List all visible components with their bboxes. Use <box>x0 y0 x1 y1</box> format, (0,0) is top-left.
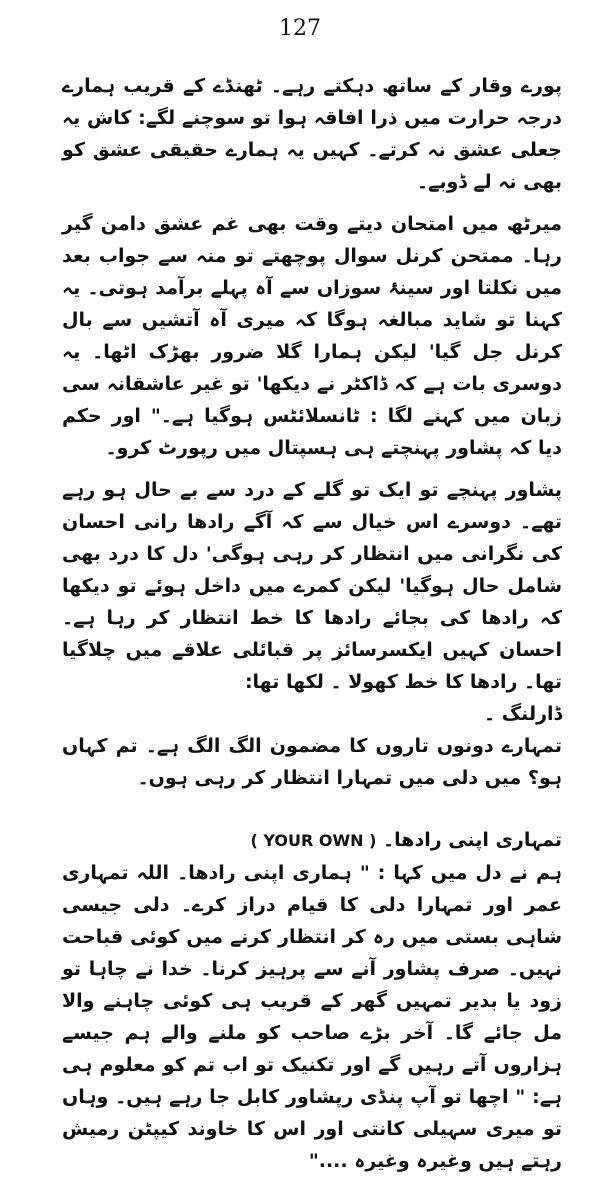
letter-body: تمہارے دونوں تاروں کا مضمون الگ الگ ہے۔ تم کہاں ہو؟ میں دلی میں تمہارا انتظار کر رہی ہوں۔ <box>62 735 562 789</box>
paragraph: میرٹھ میں امتحان دیتے وقت بھی غم عشق دامن گیر رہا۔ ممتحن کرنل سوال پوچھتے تو منہ سے جواب بعد میں نکلتا اور سینۂ سوزاں سے آہ پہلے برآمد ہوتی۔ یہ کہنا تو شاید مبالغہ ہوگا کہ میری آہ آتشیں سے بال کرنل جل گیا' لیکن ہمارا گلا ضرور بھڑک اٹھا۔ یہ دوسری بات ہے کہ ڈاکٹر نے دیکھا' تو غیر عاشقانہ سی زبان میں کہنے لگا : ٹانسلائٹس ہوگیا ہے۔" اور حکم دیا کہ پشاور پہنچتے ہی ہسپتال میں رپورٹ کرو۔ <box>62 213 562 459</box>
signature-english: ( YOUR OWN ) <box>250 831 377 850</box>
letter-salutation: ڈارلنگ ۔ <box>483 703 562 725</box>
signature-urdu: تمہاری اپنی رادھا۔ <box>383 829 562 851</box>
paragraph: پورے وقار کے ساتھ دہکتے رہے۔ ٹھنڈے کے قریب ہمارے درجہ حرارت میں ذرا افاقہ ہوا تو سوچنے لگے: کاش یہ جعلی عشق نہ کرتے۔ کہیں یہ ہمارے حقیقی عشق کو بھی نہ لے ڈوبے۔ <box>62 75 562 193</box>
page-number: 127 <box>279 16 321 41</box>
paragraph: پشاور پہنچے تو ایک تو گلے کے درد سے بے حال ہو رہے تھے۔ دوسرے اس خیال سے کہ آگے رادھا رانی احسان کی نگرانی میں انتظار کر رہی ہوگی' دل کا درد بھی شامل حال ہوگیا' لیکن کمرے میں داخل ہوئے تو دیکھا کہ رادھا کی بجائے رادھا کا خط انتظار کر رہا ہے۔ احسان کہیں ایکسرسائز پر قبائلی علاقے میں چلاگیا تھا۔ رادھا کا خط کھولا ۔ لکھا تھا: <box>62 479 562 693</box>
closing-paragraph: ہم نے دل میں کہا : " ہماری اپنی رادھا۔ اللہ تمہاری عمر اور تمہارا دلی کا قیام دراز کرے۔ دلی جیسی شاہی بستی میں رہ کر انتظار کرنے میں کوئی قباحت نہیں۔ صرف پشاور آنے سے پرہیز کرنا۔ خدا نے چاہا تو زود یا بدیر تمہیں گھر کے قریب ہی کوئی چاہنے والا مل جائے گا۔ آخر بڑے صاحب کو ملنے والے ہم جیسے ہزاروں آتے رہیں گے اور تکنیک تو اب تم کو معلوم ہی ہے: " اچھا تو آپ پنڈی رپشاور کابل جا رہے ہیں۔ وہاں تو میری سہیلی کانتی اور اس کا خاوند کیپٹن رمیش رہتے ہیں وغیرہ وغیرہ ...." <box>62 862 562 1172</box>
letter-signature <box>62 824 562 857</box>
page-body <box>62 70 562 1177</box>
